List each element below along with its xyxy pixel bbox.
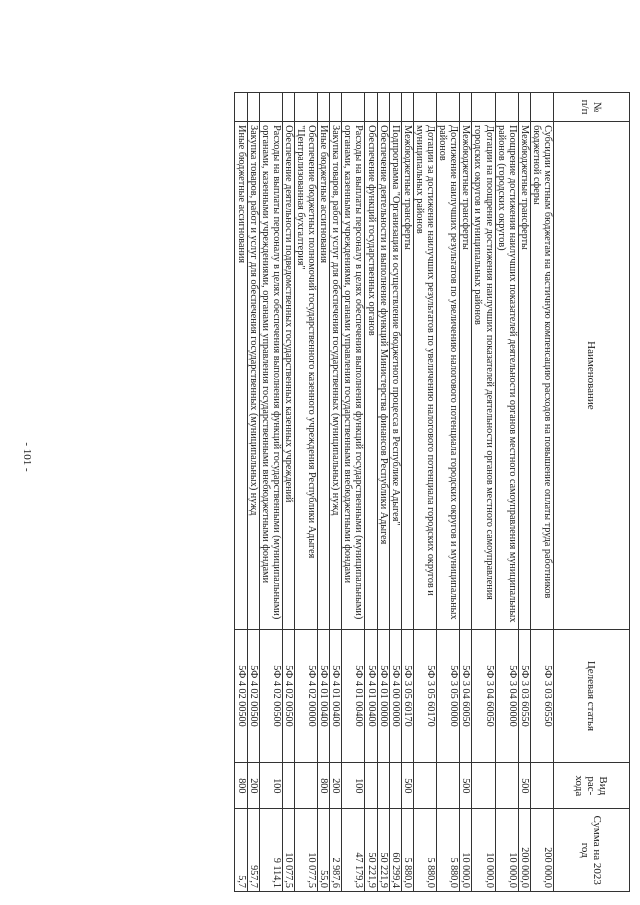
cell-name: Иные бюджетные ассигнования: [318, 122, 330, 630]
table-row: [318, 93, 330, 892]
table-row: [518, 93, 530, 892]
table-row: [472, 93, 495, 892]
cell-type: [282, 763, 294, 809]
cell-type: 100: [259, 763, 282, 809]
header-type: Вид рас-хода: [554, 763, 630, 809]
cell-name: Межбюджетные трансферты: [518, 122, 530, 630]
cell-target: 5Ф 3 04 00000: [495, 629, 518, 763]
table-row: [365, 93, 377, 892]
cell-num: [472, 93, 495, 122]
table-row: [530, 93, 553, 892]
cell-num: [437, 93, 460, 122]
cell-sum: 10 077,5: [282, 809, 294, 892]
budget-table: [234, 92, 630, 892]
cell-num: [282, 93, 294, 122]
cell-target: 5Ф 3 05 60170: [413, 629, 436, 763]
cell-type: [413, 763, 436, 809]
cell-type: [389, 763, 401, 809]
cell-num: [259, 93, 282, 122]
cell-name: Субсидии местным бюджетам на частичную компенсацию расходов на повышение оплаты труда работников бюджетной сферы: [530, 122, 553, 630]
cell-num: [518, 93, 530, 122]
cell-name: Поощрение достижения наилучших показателей деятельности органов местного самоуправления муниципальных районов (городских округов): [495, 122, 518, 630]
cell-num: [294, 93, 317, 122]
cell-type: [377, 763, 389, 809]
cell-num: [365, 93, 377, 122]
header-sum: Сумма на 2023 год: [554, 809, 630, 892]
cell-target: 5Ф 4 01 00400: [342, 629, 365, 763]
cell-sum: 5 880,0: [437, 809, 460, 892]
cell-type: [495, 763, 518, 809]
cell-type: [365, 763, 377, 809]
cell-target: 5Ф 3 04 60050: [460, 629, 472, 763]
cell-sum: 10 000,0: [472, 809, 495, 892]
table-row: [247, 93, 259, 892]
table-row: [460, 93, 472, 892]
cell-name: Расходы на выплаты персоналу в целях обеспечения выполнения функций государственными (муниципальными) органами, казенными учреждениями, органами управления государственными внебюджетными фондами: [342, 122, 365, 630]
cell-num: [377, 93, 389, 122]
cell-name: Обеспечение деятельности подведомственных государственных казенных учреждений: [282, 122, 294, 630]
cell-name: Обеспечение функций государственных органов: [365, 122, 377, 630]
cell-type: [294, 763, 317, 809]
cell-target: 5Ф 4 01 00000: [377, 629, 389, 763]
cell-num: [389, 93, 401, 122]
cell-target: 5Ф 4 02 00500: [235, 629, 247, 763]
cell-type: 500: [518, 763, 530, 809]
cell-name: Дотации за достижение наилучших результатов по увеличению налогового потенциала городских округов и муниципальных районов: [413, 122, 436, 630]
table-row: [282, 93, 294, 892]
table-row: [437, 93, 460, 892]
cell-name: Достижение наилучших результатов по увеличению налогового потенциала городских округов и муниципальных районов: [437, 122, 460, 630]
cell-target: 5Ф 4 02 00500: [259, 629, 282, 763]
table-row: [294, 93, 317, 892]
cell-num: [401, 93, 413, 122]
cell-sum: 957,7: [247, 809, 259, 892]
cell-target: 5Ф 4 01 00400: [365, 629, 377, 763]
cell-sum: 50 221,9: [377, 809, 389, 892]
cell-type: 100: [342, 763, 365, 809]
cell-sum: 55,0: [318, 809, 330, 892]
cell-sum: 10 077,5: [294, 809, 317, 892]
table-row: [377, 93, 389, 892]
table-row: [330, 93, 342, 892]
cell-name: Закупка товаров, работ и услуг для обеспечения государственных (муниципальных) нужд: [247, 122, 259, 630]
cell-num: [530, 93, 553, 122]
cell-name: Подпрограмма "Организация и осуществление бюджетного процесса в Республике Адыгея": [389, 122, 401, 630]
cell-type: [530, 763, 553, 809]
cell-sum: 10 000,0: [495, 809, 518, 892]
cell-target: 5Ф 4 01 00400: [330, 629, 342, 763]
cell-type: [472, 763, 495, 809]
cell-sum: 2 987,6: [330, 809, 342, 892]
table-header-row: [554, 93, 630, 892]
cell-num: [330, 93, 342, 122]
cell-name: Межбюджетные трансферты: [401, 122, 413, 630]
cell-num: [235, 93, 247, 122]
cell-type: 200: [330, 763, 342, 809]
cell-name: Иные бюджетные ассигнования: [235, 122, 247, 630]
cell-target: 5Ф 4 00 00000: [389, 629, 401, 763]
table-body: [235, 93, 554, 892]
cell-num: [413, 93, 436, 122]
cell-type: [437, 763, 460, 809]
cell-target: 5Ф 4 01 00400: [318, 629, 330, 763]
cell-target: 5Ф 4 02 00500: [282, 629, 294, 763]
table-row: [401, 93, 413, 892]
cell-target: 5Ф 3 03 60550: [530, 629, 553, 763]
header-num: № п/п: [554, 93, 630, 122]
cell-type: 200: [247, 763, 259, 809]
cell-sum: 60 299,4: [389, 809, 401, 892]
cell-name: Закупка товаров, работ и услуг для обеспечения государственных (муниципальных) нужд: [330, 122, 342, 630]
cell-sum: 5 880,0: [401, 809, 413, 892]
rotated-table-container: [89, 92, 630, 892]
cell-name: Обеспечение деятельности и выполнение функций Министерства финансов Республики Адыгея: [377, 122, 389, 630]
cell-sum: 5,7: [235, 809, 247, 892]
cell-num: [460, 93, 472, 122]
cell-sum: 200 000,0: [530, 809, 553, 892]
table-row: [389, 93, 401, 892]
table-row: [495, 93, 518, 892]
cell-target: 5Ф 4 02 00500: [247, 629, 259, 763]
cell-name: Расходы на выплаты персоналу в целях обеспечения выполнения функций государственными (муниципальными) органами, казенными учреждениями, органами управления государственными внебюджетными фондами: [259, 122, 282, 630]
cell-sum: 47 179,3: [342, 809, 365, 892]
cell-num: [342, 93, 365, 122]
cell-num: [318, 93, 330, 122]
cell-target: 5Ф 3 05 60170: [401, 629, 413, 763]
cell-name: Дотации на поощрение достижения наилучших показателей деятельности органов местного самоуправления городских округов и муниципальных районов: [472, 122, 495, 630]
table-row: [259, 93, 282, 892]
cell-type: 800: [318, 763, 330, 809]
cell-sum: 9 114,1: [259, 809, 282, 892]
cell-sum: 200 000,0: [518, 809, 530, 892]
header-target: Целевая статья: [554, 629, 630, 763]
cell-target: 5Ф 3 05 00000: [437, 629, 460, 763]
cell-target: 5Ф 3 03 60550: [518, 629, 530, 763]
cell-sum: 50 221,9: [365, 809, 377, 892]
table-row: [342, 93, 365, 892]
cell-target: 5Ф 4 02 00000: [294, 629, 317, 763]
table-row: [413, 93, 436, 892]
table-row: [235, 93, 247, 892]
cell-name: Межбюджетные трансферты: [460, 122, 472, 630]
page-number: - 101 -: [21, 442, 33, 472]
cell-type: 800: [235, 763, 247, 809]
header-name: Наименование: [554, 122, 630, 630]
cell-target: 5Ф 3 04 60050: [472, 629, 495, 763]
cell-name: Обеспечение бюджетных полномочий государственного казенного учреждения Республики Адыгея "Централизованная бухгалтерия": [294, 122, 317, 630]
cell-num: [247, 93, 259, 122]
cell-type: 500: [401, 763, 413, 809]
cell-sum: 5 880,0: [413, 809, 436, 892]
cell-type: 500: [460, 763, 472, 809]
cell-num: [495, 93, 518, 122]
cell-sum: 10 000,0: [460, 809, 472, 892]
